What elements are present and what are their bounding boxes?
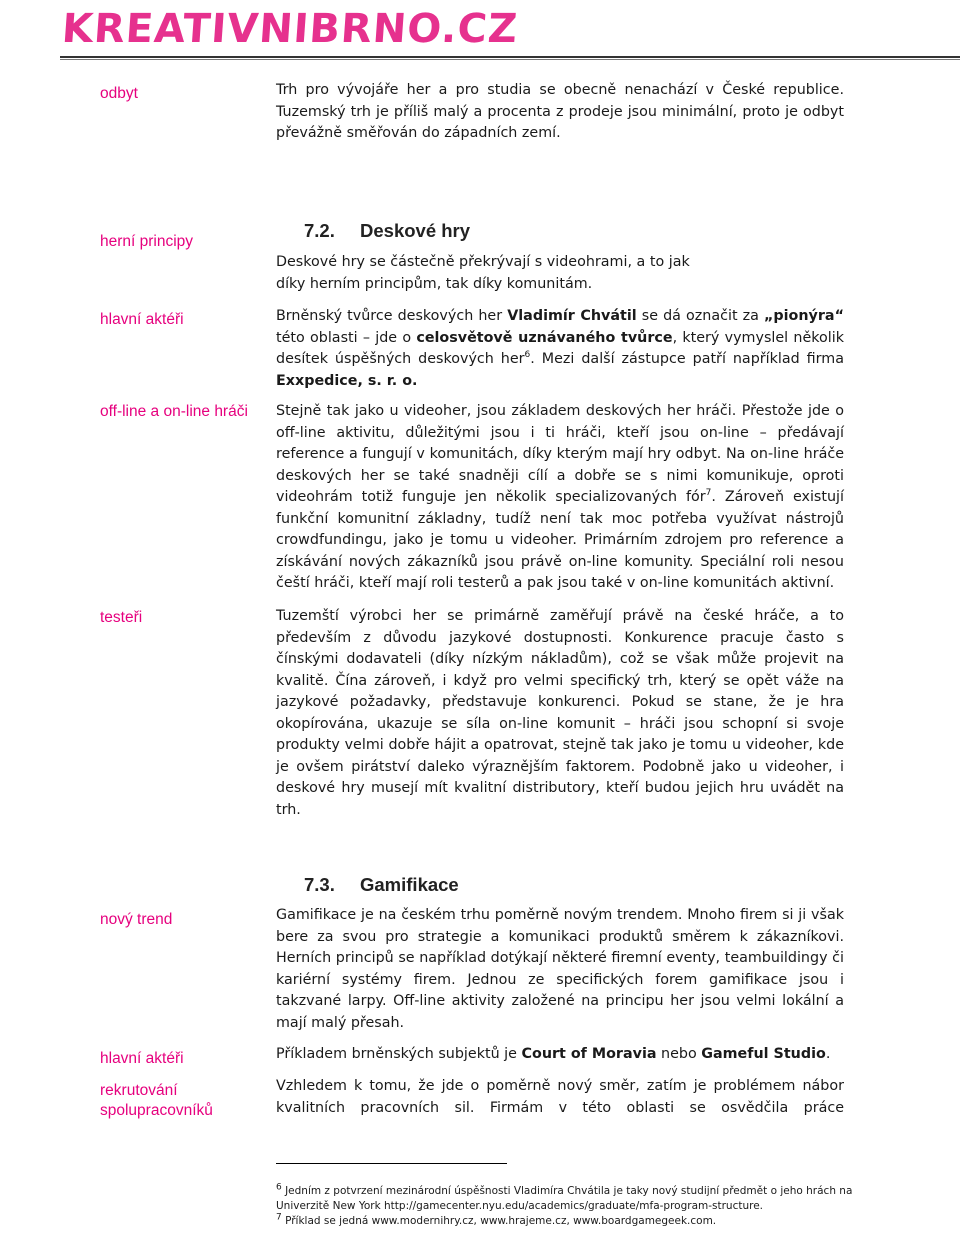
margin-note-testeri: testeři — [100, 609, 143, 626]
section-number: 7.3. — [304, 874, 335, 895]
paragraph-nabor: Vzhledem k tomu, že jde o poměrně nový směr, zatím je problémem nábor kvalitních pracovních sil. Firmám v této oblasti se osvědčila práce — [276, 1078, 844, 1116]
name-exxpedice: Exxpedice, s. r. o. — [276, 372, 418, 389]
site-logo — [62, 4, 518, 54]
footnote-7: $^7$ Příklad se jedná www.modernihry.cz, www.hrajeme.cz, www.boardgamegeek.com. — [276, 1212, 717, 1227]
margin-note-herni-principy: herní principy — [100, 233, 194, 250]
section-title: Gamifikace — [360, 874, 459, 895]
footnote-divider — [276, 1163, 507, 1164]
header-divider — [60, 56, 960, 58]
margin-note-odbyt: odbyt — [100, 85, 138, 102]
name-court-of-moravia: Court of Moravia — [521, 1046, 657, 1062]
section-title: Deskové hry — [360, 220, 471, 241]
paragraph-deskove-hry-intro: Deskové hry se částečně překrývají s videohrami, a to jak díky herním principům, tak díky komunitám. — [276, 254, 690, 292]
margin-note-rekrutovani-line1: rekrutování — [100, 1082, 178, 1099]
paragraph-tuzemsti-vyrobci: Tuzemští výrobci her se primárně zaměřují právě na české hráče, a to především z důvodu jazykové dostupnosti. Konkurence pracuje často s čínskými dodavateli (díky nízkým nákladům), což se však může projevit na kvalitě. Čína zároveň, i když pro velmi specifický trh, který se opět váže na jazykové požadavky, představuje konkurenci. Pokud se stane, že je hra okopírována, ukazuje se síla on-line komunit – hráči jsou schopní si svoje produkty velmi dobře hájit a opatrovat, stejně tak jako je tomu u videoher, kde je ovšem pirátství daleko výraznějším faktorem. Podobně jako u videoher, i deskové hry musejí mít kvalitní distributory, kteří budou jejich hru uvádět na trh. — [276, 608, 844, 818]
name-gameful-studio: Gameful Studio — [701, 1046, 826, 1062]
margin-note-rekrutovani — [100, 1081, 213, 1121]
footnote-number: 7 — [276, 1212, 282, 1223]
footnote-number: 6 — [276, 1182, 282, 1193]
section-heading-7-2 — [304, 220, 470, 242]
paragraph-tvurci: Brněnský tvůrce deskových her Vladimír Chvátil se dá označit za „pionýra“ této oblasti – jde o celosvětově uznávaného tvůrce, který vymyslel několik desítek úspěšných deskových her$^6$. Mezi další zástupce patří například firma Exxpedice, s. r. o. — [276, 308, 844, 389]
paragraph-priklady: Příkladem brněnských subjektů je Court of Moravia nebo Gameful Studio. — [276, 1046, 831, 1062]
name-vladimir-chvatil: Vladimír Chvátil — [507, 308, 637, 324]
margin-note-novy-trend: nový trend — [100, 911, 173, 928]
section-heading-7-3 — [304, 874, 459, 896]
footnote-ref-6: 6 — [524, 350, 531, 361]
paragraph-odbyt: Trh pro vývojáře her a pro studia se obecně nenachází v České republice. Tuzemský trh je příliš malý a procenta z prodeje jsou minimální, proto je odbyt převážně směřován do západních zemí. — [276, 82, 844, 141]
margin-note-hlavni-akteri-2: hlavní aktéři — [100, 1050, 184, 1067]
margin-note-rekrutovani-line2: spolupracovníků — [100, 1102, 213, 1119]
logo-text: KREATIVNIBRNO.CZ — [60, 6, 520, 52]
margin-note-hlavni-akteri: hlavní aktéři — [100, 311, 184, 328]
section-number: 7.2. — [304, 220, 335, 241]
footnote-ref-7: 7 — [705, 488, 712, 499]
header-divider-thin — [60, 59, 960, 60]
footnote-6: $^6$ Jedním z potvrzení mezinárodní úspěšnosti Vladimíra Chvátila je taky nový studijní předmět o jeho hrách na Univerzitě New York http://gamecenter.nyu.edu/academics/graduate/mfa-program-structure. — [276, 1182, 853, 1212]
paragraph-gamifikace: Gamifikace je na českém trhu poměrně novým trendem. Mnoho firem si ji však bere za svou pro strategie a komunikaci produktů směrem k zákazníkovi. Herních principů se například dotýkají některé firemní eventy, teambuildingy či kariérní systémy firem. Jednou ze specifických forem gamifikace jsou i takzvané larpy. Off-line aktivity založené na principu her jsou velmi lokální a mají malý přesah. — [276, 907, 844, 1031]
paragraph-hraci: Stejně tak jako u videoher, jsou základem deskových her hráči. Přestože jde o off-line aktivitu, důležitými jsou i ti hráči, kteří jsou on-line – předávají reference a fungují v komunitách, díky kterým mají hry odbyt. Na on-line hráče deskových her se také snadněji cílí a dobře se s nimi komunikuje, oproti videohrám totiž funguje jen několik specializovaných fór$^7$. Zároveň existují funkční komunitní základny, tudíž není tak moc potřeba využívat nástrojů crowdfundingu, jako je tomu u videoher. Primárním zdrojem pro reference a získávání nových zákazníků jsou právě on-line komunity. Speciální roli nesou čeští hráči, kteří mají roli testerů a pak jsou také v on-line komunitách aktivní. — [276, 403, 844, 591]
margin-note-offline-online: off-line a on-line hráči — [100, 403, 248, 420]
